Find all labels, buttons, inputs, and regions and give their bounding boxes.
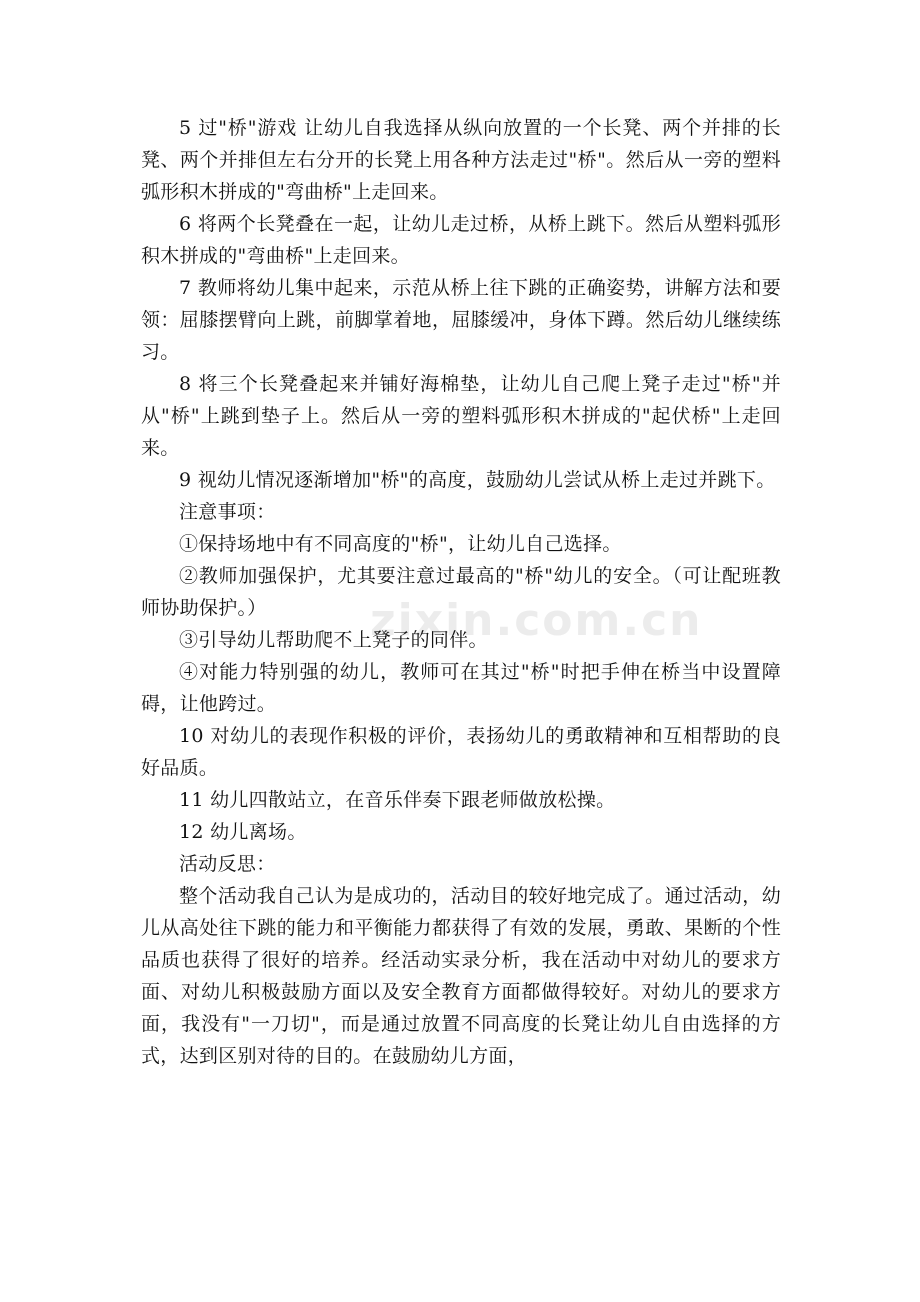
note-item-1: ①保持场地中有不同高度的"桥"，让幼儿自己选择。: [179, 533, 622, 555]
notes-heading: 注意事项：: [179, 501, 276, 523]
watermark: zixin.com.cn: [370, 595, 703, 646]
paragraph-step-6: 6 将两个长凳叠在一起，让幼儿走过桥，从桥上跳下。然后从塑料弧形积木拼成的"弯曲桥"上走回来。: [141, 213, 781, 267]
reflection-heading: 活动反思：: [179, 853, 276, 875]
note-item-2: ②教师加强保护，尤其要注意过最高的"桥"幼儿的安全。（可让配班教师协助保护。）: [141, 565, 781, 619]
paragraph-step-12: 12 幼儿离场。: [179, 821, 307, 843]
paragraph-step-5: 5 过"桥"游戏 让幼儿自我选择从纵向放置的一个长凳、两个并排的长凳、两个并排但左右分开的长凳上用各种方法走过"桥"。然后从一旁的塑料弧形积木拼成的"弯曲桥"上走回来。: [141, 117, 781, 203]
paragraph-step-10: 10 对幼儿的表现作积极的评价，表扬幼儿的勇敢精神和互相帮助的良好品质。: [141, 725, 781, 779]
paragraph-step-8: 8 将三个长凳叠起来并铺好海棉垫，让幼儿自己爬上凳子走过"桥"并从"桥"上跳到垫子上。然后从一旁的塑料弧形积木拼成的"起伏桥"上走回来。: [141, 373, 781, 459]
document-body: [141, 112, 781, 1072]
paragraph-step-9: 9 视幼儿情况逐渐增加"桥"的高度，鼓励幼儿尝试从桥上走过并跳下。: [179, 469, 776, 491]
note-item-3: ③引导幼儿帮助爬不上凳子的同伴。: [179, 629, 488, 651]
note-item-4: ④对能力特别强的幼儿，教师可在其过"桥"时把手伸在桥当中设置障碍，让他跨过。: [141, 661, 781, 715]
reflection-paragraph: 整个活动我自己认为是成功的，活动目的较好地完成了。通过活动，幼儿从高处往下跳的能力和平衡能力都获得了有效的发展，勇敢、果断的个性品质也获得了很好的培养。经活动实录分析，我在活动中对幼儿的要求方面、对幼儿积极鼓励方面以及安全教育方面都做得较好。对幼儿的要求方面，我没有"一刀切"，而是通过放置不同高度的长凳让幼儿自由选择的方式，达到区别对待的目的。在鼓励幼儿方面，: [141, 885, 781, 1067]
paragraph-step-7: 7 教师将幼儿集中起来，示范从桥上往下跳的正确姿势，讲解方法和要领：屈膝摆臂向上跳，前脚掌着地，屈膝缓冲，身体下蹲。然后幼儿继续练习。: [141, 277, 781, 363]
paragraph-step-11: 11 幼儿四散站立，在音乐伴奏下跟老师做放松操。: [179, 789, 616, 811]
